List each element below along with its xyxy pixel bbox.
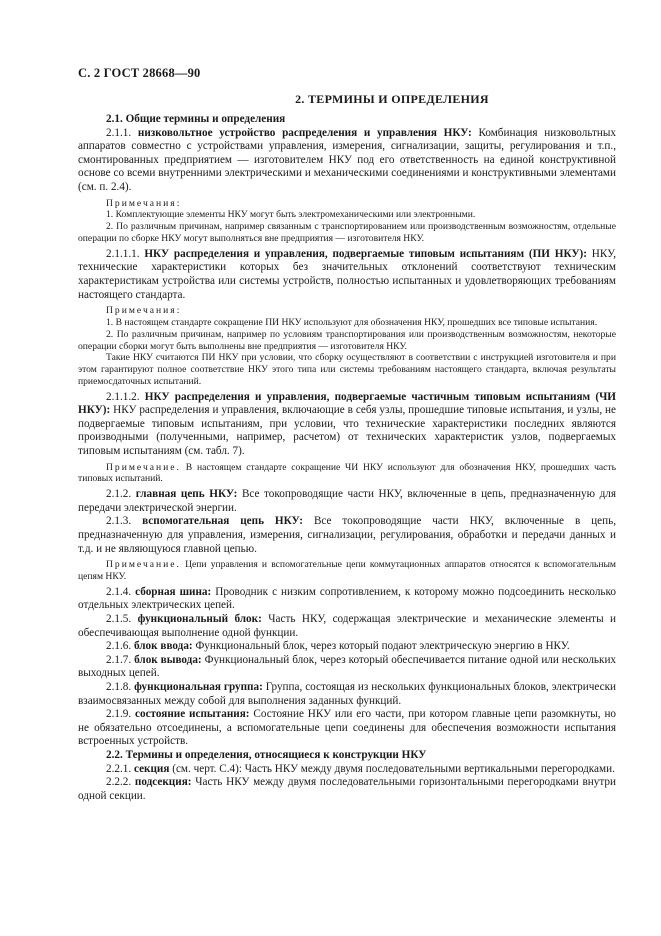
term: функциональная группа: bbox=[134, 680, 263, 693]
term: блок ввода: bbox=[133, 640, 193, 653]
clause-number: 2.1.3. bbox=[106, 515, 132, 528]
note-item: 1. В настоящем стандарте сокращение ПИ НКУ используют для обозначения НКУ, прошедших все типовые испытания. bbox=[106, 316, 598, 328]
term: функциональный блок: bbox=[137, 613, 262, 626]
notes-heading: Примечания: bbox=[106, 305, 182, 317]
term: главная цепь НКУ: bbox=[135, 488, 238, 501]
term: низковольтное устройство распределения и управления НКУ: bbox=[137, 126, 472, 139]
clause-2-1-1 bbox=[78, 127, 616, 195]
clause-2-1-5 bbox=[78, 613, 616, 640]
section-title: 2. ТЕРМИНЫ И ОПРЕДЕЛЕНИЯ bbox=[295, 92, 489, 106]
clause-2-1-7 bbox=[78, 654, 616, 681]
definition: Функциональный блок, через который обеспечивается питание одной или нескольких выходных цепей. bbox=[78, 653, 617, 680]
subsection-heading-2-2: 2.2. Термины и определения, относящиеся к конструкции НКУ bbox=[106, 748, 427, 761]
page-header: С. 2 ГОСТ 28668—90 bbox=[78, 66, 201, 80]
clause-number: 2.1.1.2. bbox=[106, 390, 140, 403]
clause-2-1-4 bbox=[78, 586, 616, 613]
definition: Все токопроводящие части НКУ, включенные в цепь, предназначенную для управления, измерения, сигнализации, регулирования, обработки и передачи данных и т.д. и не являющуюся главной цепью. bbox=[78, 515, 616, 555]
clause-number: 2.1.8. bbox=[106, 680, 132, 693]
definition: Все токопроводящие части НКУ, включенные в цепь, предназначенную для передачи электрической энергии. bbox=[78, 488, 616, 514]
definition: Функциональный блок, через который подают электрическую энергию в НКУ. bbox=[195, 640, 570, 653]
clause-2-2-2 bbox=[78, 776, 616, 803]
term: НКУ распределения и управления, подвергаемые частичным типовым испытаниям (ЧИ НКУ): bbox=[78, 390, 616, 417]
note-text: Цепи управления и вспомогательные цепи коммутационных аппаратов относятся к вспомогательным цепям НКУ. bbox=[78, 559, 617, 583]
term: НКУ распределения и управления, подвергаемые типовым испытаниям (ПИ НКУ): bbox=[144, 247, 588, 260]
term: сборная шина: bbox=[135, 585, 212, 598]
definition: Состояние НКУ или его части, при котором главные цепи разомкнуты, но не обязательно отсоединены, а вспомогательные цепи соединены для обеспечения возможности испытания встроенных устройств. bbox=[78, 708, 617, 748]
definition: Группа, состоящая из нескольких функциональных блоков, электрически взаимосвязанных между собой для выполнения заданных функций. bbox=[78, 680, 616, 707]
term: состояние испытания: bbox=[135, 708, 250, 721]
notes-heading: Примечания: bbox=[106, 197, 182, 209]
clause-number: 2.1.1.1. bbox=[106, 247, 140, 260]
definition: НКУ, технические характеристики которых без значительных отклонений соответствуют техническим характеристикам устройства или системы устройств, полностью испытанных и удовлетворяющих требованиям настоящего стандарта. bbox=[78, 247, 617, 301]
term: подсекция: bbox=[134, 776, 192, 789]
clause-2-1-3 bbox=[78, 515, 616, 556]
clause-number: 2.1.4. bbox=[106, 585, 132, 598]
clause-number: 2.1.6. bbox=[106, 640, 132, 653]
term: секция bbox=[133, 762, 170, 775]
definition: Часть НКУ между двумя последовательными горизонтальными перегородками внутри одной секции. bbox=[78, 776, 616, 802]
note-text: В настоящем стандарте сокращение ЧИ НКУ используют для обозначения НКУ, прошедших часть типовых испытаний. bbox=[78, 461, 616, 485]
term: вспомогательная цепь НКУ: bbox=[142, 515, 304, 528]
clause-number: 2.2.2. bbox=[106, 776, 132, 789]
clause-2-2-1 bbox=[78, 763, 616, 777]
clause-2-1-8 bbox=[78, 681, 616, 708]
definition: НКУ распределения и управления, включающие в себя узлы, прошедшие типовые испытания, и узлы, не подвергаемые типовым испытаниям, при условии, что технические характеристики последних являются производными (полученными, например, расчетом) от технических характеристик узлов, подвергаемых типовым испытаниям (см. табл. 7). bbox=[78, 404, 616, 458]
clause-2-1-1-2 bbox=[78, 391, 616, 459]
note-single bbox=[78, 462, 616, 486]
definition: (см. черт. С.4): Часть НКУ между двумя последовательными вертикальными перегородками. bbox=[172, 762, 615, 775]
note-item: Такие НКУ считаются ПИ НКУ при условии, что сборку осуществляют в соответствии с инструкцией изготовителя и при этом гарантируют полное соответствие НКУ этого типа или системы требованиям настоящего стандарта, включая результаты приемосдаточных испытаний. bbox=[78, 352, 616, 387]
note-item: 2. По различным причинам, например связанным с транспортированием или производственным возможностям, отдельные операции по сборке НКУ могут выполняться вне предприятия — изготовителя НКУ. bbox=[78, 221, 616, 244]
clause-number: 2.1.5. bbox=[106, 613, 132, 626]
note-item: 1. Комплектующие элементы НКУ могут быть электромеханическими или электронными. bbox=[106, 209, 476, 221]
clause-number: 2.1.9. bbox=[106, 708, 132, 721]
clause-2-1-9 bbox=[78, 708, 616, 749]
subsection-heading-2-1: 2.1. Общие термины и определения bbox=[106, 113, 286, 125]
clause-2-1-1-1 bbox=[78, 248, 616, 302]
definition: Комбинация низковольтных аппаратов совместно с устройствами управления, измерения, сигнализации, защиты, регулирования и т.п., смонтированных предприятием — изготовителем НКУ под его ответственность на единой конструктивной основе со всеми внутренними электрическими и механическими соединениями и конструктивными элементами (см. п. 2.4). bbox=[78, 126, 617, 193]
clause-number: 2.1.2. bbox=[106, 488, 132, 501]
note-label: Примечание. bbox=[106, 559, 181, 571]
clause-number: 2.1.1. bbox=[106, 126, 132, 139]
clause-number: 2.2.1. bbox=[106, 762, 132, 775]
definition: Проводник с низким сопротивлением, к которому можно подсоединить несколько отдельных электрических цепей. bbox=[78, 585, 616, 612]
clause-2-1-6 bbox=[78, 640, 616, 654]
clause-number: 2.1.7. bbox=[106, 653, 132, 666]
note-single bbox=[78, 559, 616, 583]
page-content bbox=[78, 92, 616, 803]
clause-2-1-2 bbox=[78, 488, 616, 515]
note-item: 2. По различным причинам, например по условиям транспортирования или производственным возможностям, некоторые операции сборки могут быть выполнены вне предприятия — изготовителя НКУ. bbox=[78, 328, 616, 352]
definition: Часть НКУ, содержащая электрические и механические элементы и обеспечивающая выполнение одной функции. bbox=[78, 613, 617, 639]
note-label: Примечание. bbox=[106, 461, 181, 473]
term: блок вывода: bbox=[134, 653, 202, 666]
